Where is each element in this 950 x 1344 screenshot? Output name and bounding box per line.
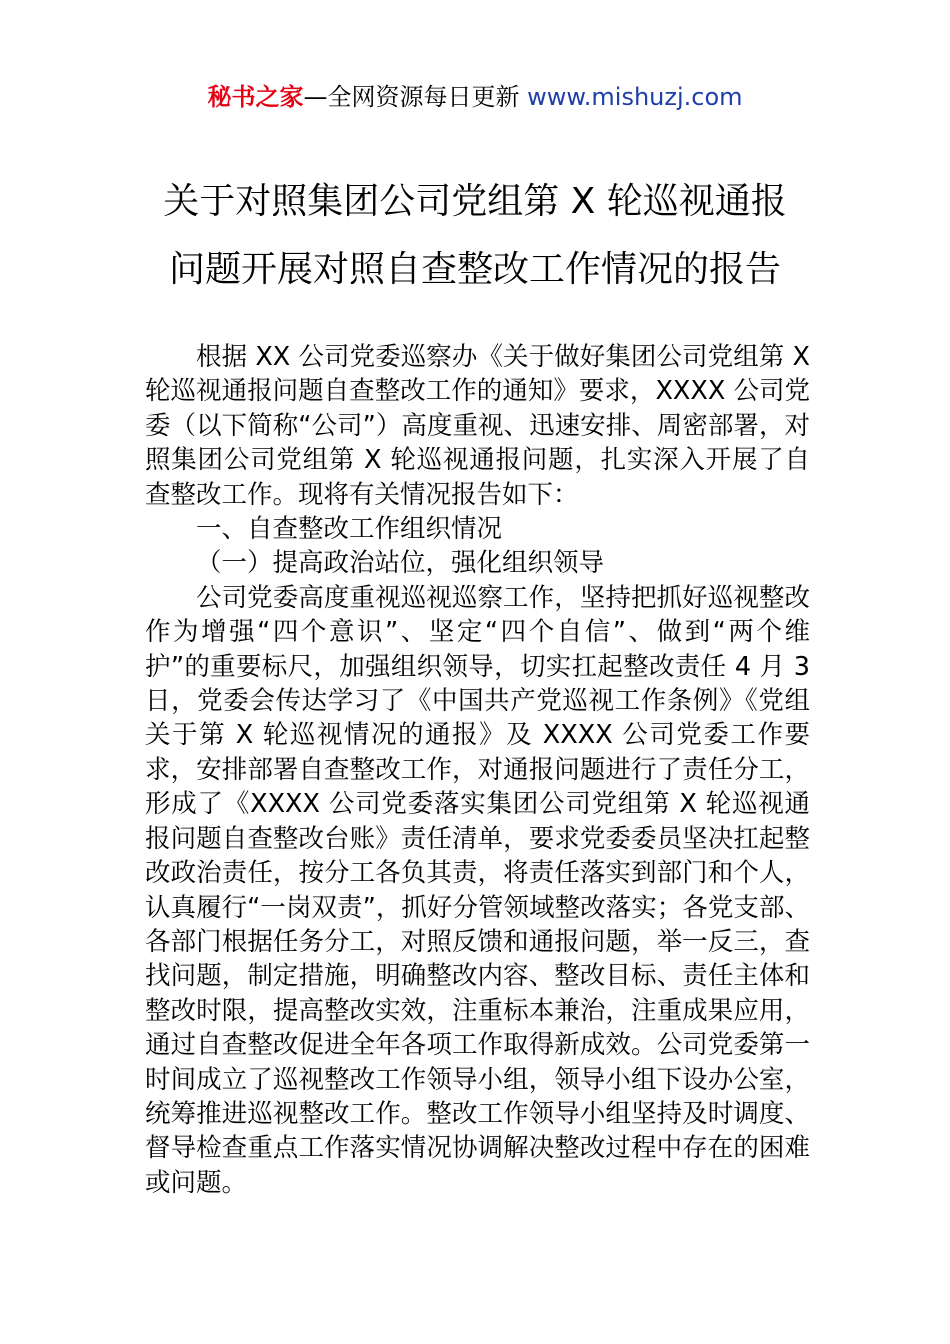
document-title-line-1: 关于对照集团公司党组第 X 轮巡视通报: [163, 181, 787, 222]
section-heading: 一、自查整改工作组织情况: [196, 514, 503, 545]
body-paragraph: 公司党委高度重视巡视巡察工作，坚持把抓好巡视整改作为增强“四个意识”、坚定“四个自信”、做到“两个维护”的重要标尺，加强组织领导，切实扛起整改责任 4 月 3 日，党委会传达学习了《中国共产党巡视工作条例》《党组关于第 X 轮巡视情况的通报》及 XXXX 公司党委工作要求，安排部署自查整改工作，对通报问题进行了责任分工，形成了《XXXX 公司党委落实集团公司党组第 X 轮巡视通报问题自查整改台账》责任清单，要求党委委员坚决扛起整改政治责任，按分工各负其责，将责任落实到部门和个人，认真履行“一岗双责”，抓好分管领域整改落实；各党支部、各部门根据任务分工，对照反馈和通报问题，举一反三，查找问题，制定措施，明确整改内容、整改目标、责任主体和整改时限，提高整改实效，注重标本兼治，注重成果应用，通过自查整改促进全年各项工作取得新成效。公司党委第一时间成立了巡视整改工作领导小组，领导小组下设办公室，统筹推进巡视整改工作。整改工作领导小组坚持及时调度、督导检查重点工作落实情况协调解决整改过程中存在的困难或问题。: [145, 582, 810, 1198]
document-title-line-2: 问题开展对照自查整改工作情况的报告: [168, 249, 781, 290]
website-link[interactable]: www.mishuzj.com: [527, 83, 743, 111]
site-header: [0, 82, 950, 112]
brand-name: 秘书之家: [207, 83, 304, 111]
subsection-heading: （一）提高政治站位，强化组织领导: [196, 548, 605, 579]
intro-paragraph: 根据 XX 公司党委巡察办《关于做好集团公司党组第 X 轮巡视通报问题自查整改工作的通知》要求，XXXX 公司党委（以下简称“公司”）高度重视、迅速安排、周密部署，对照集团公司党组第 X 轮巡视通报问题，扎实深入开展了自查整改工作。现将有关情况报告如下：: [145, 342, 810, 510]
header-slogan: —全网资源每日更新: [303, 83, 520, 111]
document-body: [145, 340, 810, 1200]
